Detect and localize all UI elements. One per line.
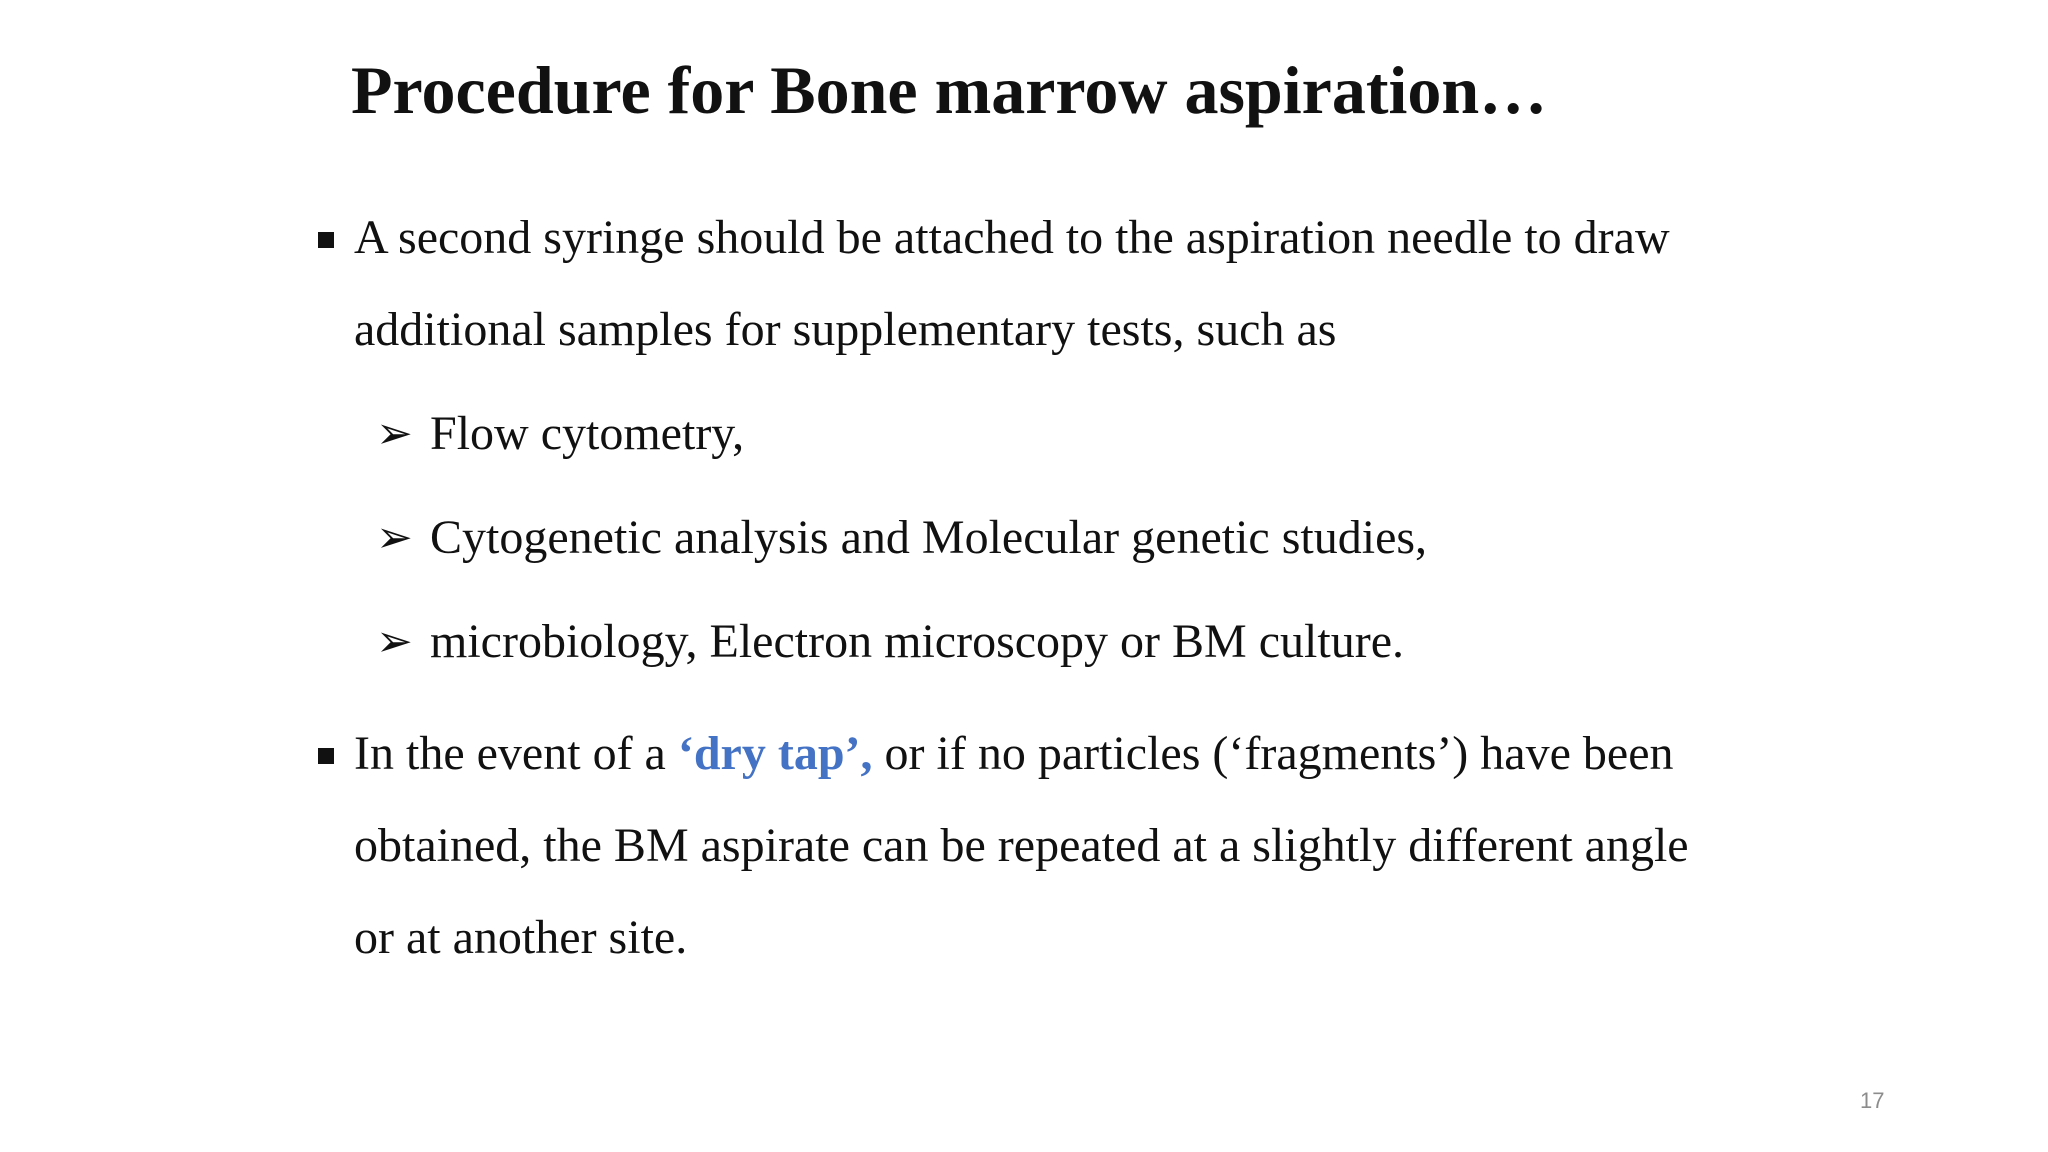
sub-item-text: microbiology, Electron microscopy or BM culture. — [430, 615, 1404, 668]
arrow-bullet-icon: ➢ — [376, 408, 413, 459]
dry-tap-highlight: ‘dry tap’, — [677, 727, 873, 780]
slide-title: Procedure for Bone marrow aspiration… — [351, 52, 1548, 128]
bullet-text — [354, 708, 1714, 984]
square-bullet-icon — [318, 232, 334, 248]
square-bullet-icon — [318, 748, 334, 764]
sub-item-text: Cytogenetic analysis and Molecular genetic studies, — [430, 511, 1428, 564]
bullet-text-after: or if no particles (‘fragments’) have been obtained, the BM aspirate can be repeated at a slightly different angle or at another site. — [354, 727, 1689, 964]
sub-item-text: Flow cytometry, — [430, 407, 745, 460]
arrow-bullet-icon: ➢ — [376, 616, 413, 667]
bullet-text: A second syringe should be attached to the aspiration needle to draw additional samples for supplementary tests, such as — [354, 211, 1670, 356]
arrow-bullet-icon: ➢ — [376, 512, 413, 563]
bullet-text-before: In the event of a — [354, 727, 678, 780]
page-number: 17 — [1860, 1088, 1885, 1113]
